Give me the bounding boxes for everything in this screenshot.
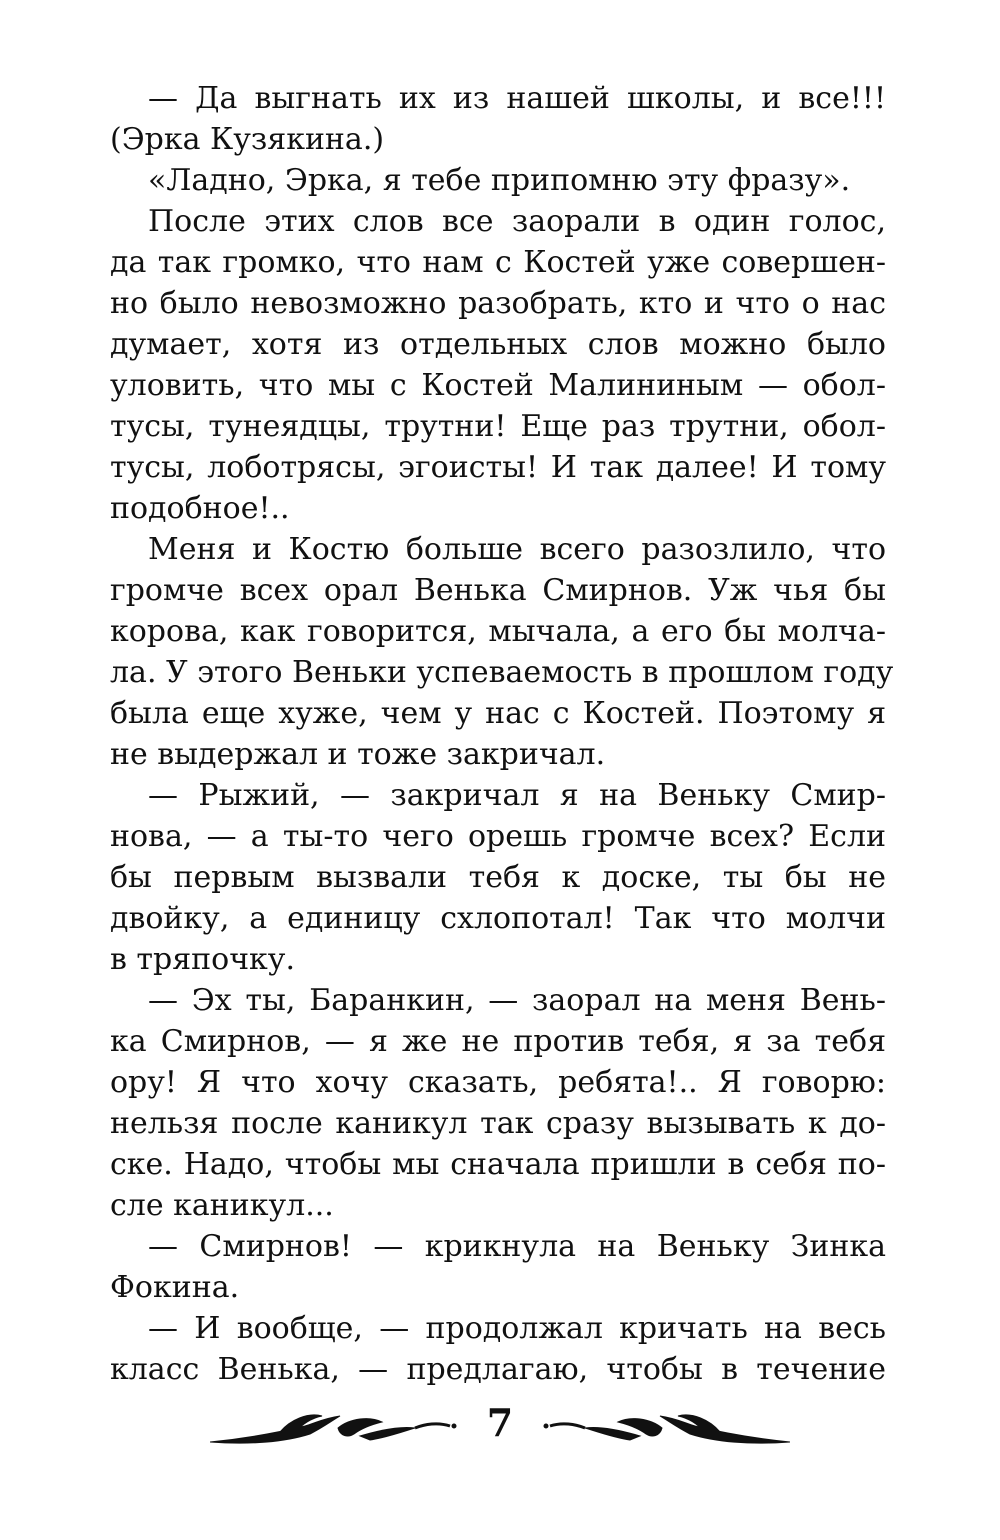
text-line: — Эх ты, Баранкин, — заорал на меня Вень- bbox=[148, 983, 886, 1018]
text-line: тусы, тунеядцы, трутни! Еще раз трутни, обол- bbox=[110, 409, 886, 444]
text-line: Фокина. bbox=[110, 1270, 240, 1305]
right-tip bbox=[550, 1424, 585, 1428]
text-line: ка Смирнов, — я же не против тебя, я за тебя bbox=[110, 1024, 886, 1059]
text-line: уловить, что мы с Костей Малининым — обол- bbox=[110, 368, 886, 403]
text-line: сле каникул... bbox=[110, 1188, 334, 1223]
text-line: нова, — а ты-то чего орешь громче всех? Если bbox=[110, 819, 886, 854]
text-line: «Ладно, Эрка, я тебе припомню эту фразу». bbox=[148, 163, 851, 198]
book-page-text bbox=[110, 78, 894, 1390]
text-line: ске. Надо, чтобы мы сначала пришли в себя по- bbox=[110, 1147, 886, 1182]
text-line: в тряпочку. bbox=[110, 942, 295, 977]
text-line: не выдержал и тоже закричал. bbox=[110, 737, 606, 772]
right-flourish bbox=[660, 1416, 790, 1443]
text-line: была еще хуже, чем у нас с Костей. Поэтому я bbox=[110, 696, 886, 731]
text-line: громче всех орал Венька Смирнов. Уж чья бы bbox=[110, 573, 886, 608]
text-line: — Смирнов! — крикнула на Веньку Зинка bbox=[148, 1229, 886, 1264]
text-line: (Эрка Кузякина.) bbox=[110, 122, 385, 157]
text-line: Меня и Костю больше всего разозлило, что bbox=[148, 532, 886, 567]
left-flourish bbox=[210, 1416, 340, 1443]
text-line: ла. У этого Веньки успеваемость в прошлом году bbox=[110, 655, 894, 690]
page-footer bbox=[210, 1398, 790, 1458]
text-line: подобное!.. bbox=[110, 491, 290, 526]
text-line: да так громко, что нам с Костей уже совершен- bbox=[110, 245, 886, 280]
text-line: тусы, лоботрясы, эгоисты! И так далее! И тому bbox=[110, 450, 886, 485]
text-line: но было невозможно разобрать, кто и что о нас bbox=[110, 286, 886, 321]
text-line: — Да выгнать их из нашей школы, и все!!! bbox=[148, 81, 886, 116]
text-line: нельзя после каникул так сразу вызывать к до- bbox=[110, 1106, 886, 1141]
left-leaf bbox=[360, 1427, 415, 1440]
right-leaf bbox=[585, 1427, 640, 1440]
text-line: двойку, а единицу схлопотал! Так что молчи bbox=[110, 901, 886, 936]
text-line: После этих слов все заорали в один голос, bbox=[148, 204, 886, 239]
text-line: думает, хотя из отдельных слов можно было bbox=[110, 327, 886, 362]
text-line: класс Венька, — предлагаю, чтобы в течение bbox=[110, 1352, 886, 1387]
page-number: 7 bbox=[486, 1400, 514, 1445]
text-line: — Рыжий, — закричал я на Веньку Смир- bbox=[148, 778, 886, 813]
text-line: — И вообще, — продолжал кричать на весь bbox=[148, 1311, 886, 1346]
text-line: корова, как говорится, мычала, а его бы молча- bbox=[110, 614, 886, 649]
left-tip bbox=[415, 1424, 450, 1428]
text-line: ору! Я что хочу сказать, ребята!.. Я говорю: bbox=[110, 1065, 886, 1100]
text-line: бы первым вызвали тебя к доске, ты бы не bbox=[110, 860, 886, 895]
